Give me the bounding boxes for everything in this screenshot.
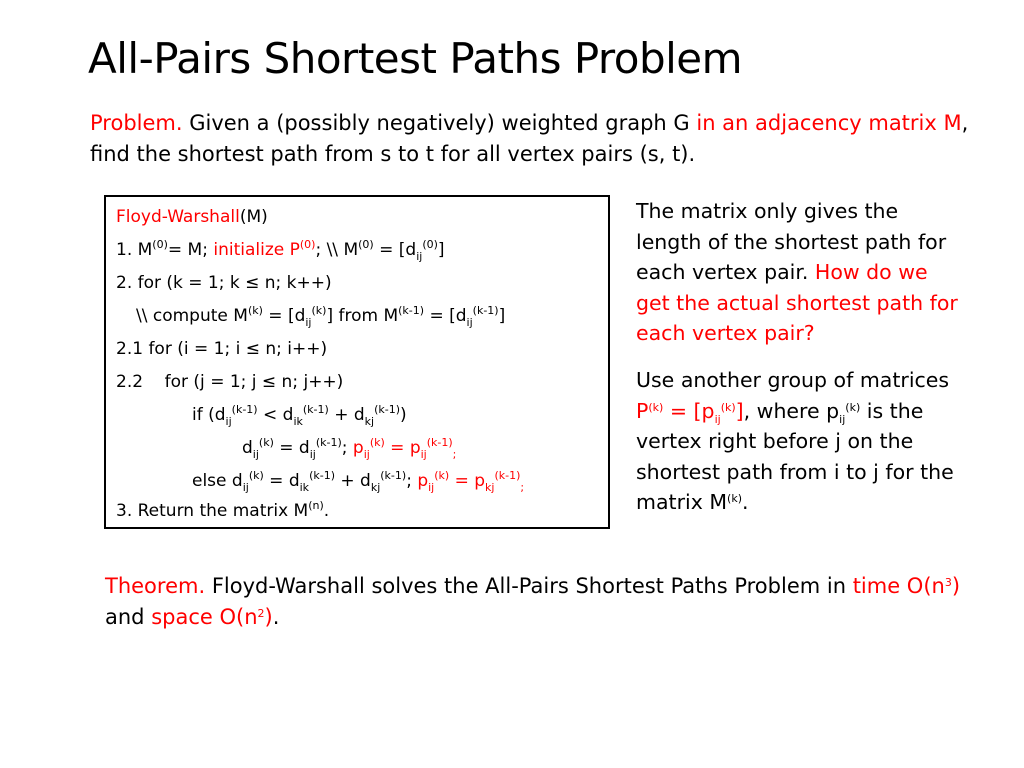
problem-statement — [90, 108, 970, 170]
algo-text: ) — [400, 405, 407, 425]
theorem-sup: 3 — [944, 576, 952, 589]
algo-text: \\ compute M — [136, 306, 248, 326]
theorem-text: space O(n — [151, 605, 258, 629]
algo-sub: kj — [485, 481, 495, 494]
algo-text: 3. Return the matrix M — [116, 501, 309, 521]
algo-text: ; — [341, 438, 353, 458]
algo-text: = d — [273, 438, 310, 458]
problem-text-1: Given a (possibly negatively) weighted graph G — [182, 111, 697, 135]
side-note-text: . — [741, 490, 749, 515]
theorem-text: . — [272, 605, 280, 629]
algo-sub: ij — [252, 448, 259, 461]
side-note-question: How do we get the actual shortest path for each vertex pair? — [636, 260, 958, 346]
algo-sup: (k-1) — [374, 403, 400, 416]
algo-sup: (0) — [152, 238, 168, 251]
side-sup: (k) — [727, 492, 742, 506]
algorithm-box — [104, 195, 610, 529]
space-complexity — [151, 605, 273, 629]
algo-sub: ij — [305, 316, 312, 329]
algo-sub: ik — [293, 415, 303, 428]
algo-sub: kj — [370, 481, 381, 494]
algo-text: ] — [437, 240, 445, 260]
side-note-2 — [636, 365, 966, 518]
algo-sub: ij — [242, 481, 249, 494]
algo-p-update-else — [417, 469, 525, 494]
algo-name: Floyd-Warshall — [116, 207, 240, 227]
algo-sub: ij — [420, 448, 427, 461]
algo-line-5: 2.2 for (j = 1; j ≤ n; j++) — [116, 372, 344, 392]
algo-text: p — [352, 438, 364, 458]
algo-text: else d — [192, 471, 243, 491]
theorem-text: ) — [951, 574, 961, 598]
algo-init-p: initialize P — [213, 240, 300, 260]
algo-line-3 — [136, 304, 506, 329]
algo-text: = p — [449, 471, 486, 491]
algo-sup: (0) — [299, 238, 316, 251]
side-sub: ij — [714, 412, 721, 426]
side-text: = [p — [663, 398, 715, 423]
theorem-statement — [105, 571, 965, 633]
algo-text: = d — [263, 471, 300, 491]
algo-text: d — [242, 438, 253, 458]
algo-arg: (M) — [239, 207, 268, 227]
algo-sup: (k-1) — [231, 403, 258, 416]
algo-header — [116, 207, 268, 227]
algo-text: = [d — [424, 306, 467, 326]
algo-sup: (k) — [247, 304, 263, 317]
algo-sup: (k) — [434, 469, 450, 482]
algo-sup: (n) — [308, 499, 324, 512]
algo-text: = M; — [167, 240, 214, 260]
theorem-text: time O(n — [852, 574, 945, 598]
side-sup: (k) — [845, 400, 861, 414]
algo-sup: (0) — [358, 238, 374, 251]
side-sup: (k) — [720, 400, 736, 414]
algo-sub: kj — [364, 415, 375, 428]
side-note-text: is the vertex right before j on the shortest path from i to j for the matrix M — [636, 398, 954, 515]
algo-line-7 — [242, 436, 457, 461]
algo-sup: (k) — [258, 436, 274, 449]
algo-sub: ; — [452, 448, 457, 461]
algo-sub: ; — [520, 481, 525, 494]
algo-sub: ij — [466, 316, 473, 329]
algo-sup: (k-1) — [380, 469, 407, 482]
algo-sup: (k-1) — [472, 304, 499, 317]
side-sub: ij — [839, 412, 846, 426]
algo-sub: ik — [299, 481, 310, 494]
algo-text: < d — [257, 405, 294, 425]
algo-text: ; — [406, 471, 418, 491]
side-note-text: The matrix only gives the length of the shortest path for each vertex pair. — [636, 199, 947, 285]
side-text: ] — [735, 398, 744, 423]
algo-sup: (k-1) — [309, 469, 335, 482]
side-text: P — [636, 398, 649, 423]
algo-sub: ij — [428, 481, 435, 494]
algo-sup: (0) — [422, 238, 438, 251]
slide-title: All-Pairs Shortest Paths Problem — [88, 34, 743, 83]
algo-text: ; \\ M — [315, 240, 359, 260]
problem-highlight: in an adjacency matrix M — [696, 111, 962, 135]
side-note-text: Use another group of matrices — [636, 368, 950, 392]
side-note-text: , where p — [743, 398, 840, 423]
algo-sup: (k) — [369, 436, 385, 449]
algo-line-6 — [192, 403, 407, 428]
algo-line-2: 2. for (k = 1; k ≤ n; k++) — [116, 273, 332, 293]
algo-text: ] from M — [326, 306, 399, 326]
algo-sup: (k-1) — [398, 304, 425, 317]
algo-text: = [d — [262, 306, 306, 326]
algo-text: + d — [334, 471, 371, 491]
algo-line-1 — [116, 238, 445, 263]
algo-line-4: 2.1 for (i = 1; i ≤ n; i++) — [116, 339, 328, 359]
algo-p-update — [352, 436, 457, 461]
algo-sup: (k-1) — [302, 403, 329, 416]
algo-text: if (d — [192, 405, 226, 425]
theorem-text: Floyd-Warshall solves the All-Pairs Shortest Paths Problem in — [205, 574, 853, 598]
algo-text: p — [417, 471, 429, 491]
algo-sup: (k-1) — [494, 469, 521, 482]
theorem-text: ) — [264, 605, 273, 629]
algo-text: . — [323, 501, 330, 521]
algo-text: + d — [328, 405, 365, 425]
problem-label: Problem. — [90, 111, 183, 135]
algo-text: = [d — [373, 240, 417, 260]
algo-sup: (k-1) — [315, 436, 342, 449]
algo-text: ] — [498, 306, 506, 326]
theorem-label: Theorem. — [105, 574, 206, 598]
side-note-1 — [636, 196, 966, 349]
algo-sub: ij — [363, 448, 370, 461]
algo-sup: (k) — [311, 304, 327, 317]
algo-text: 1. M — [116, 240, 153, 260]
algo-sub: ij — [416, 250, 423, 263]
algo-text: = p — [384, 438, 421, 458]
side-sup: (k) — [648, 400, 664, 414]
algo-sup: (k-1) — [426, 436, 453, 449]
algo-line-8 — [192, 469, 525, 494]
algo-sup: (k) — [248, 469, 264, 482]
problem-text-2: , find the shortest path from s to t for all vertex pairs (s, t). — [90, 111, 969, 166]
algo-sub: ij — [225, 415, 232, 428]
algo-sub: ij — [309, 448, 316, 461]
theorem-text: and — [105, 605, 152, 629]
p-matrix-def — [636, 398, 744, 426]
theorem-sup: 2 — [257, 607, 265, 620]
algo-line-9 — [116, 501, 329, 521]
time-complexity — [853, 574, 960, 598]
